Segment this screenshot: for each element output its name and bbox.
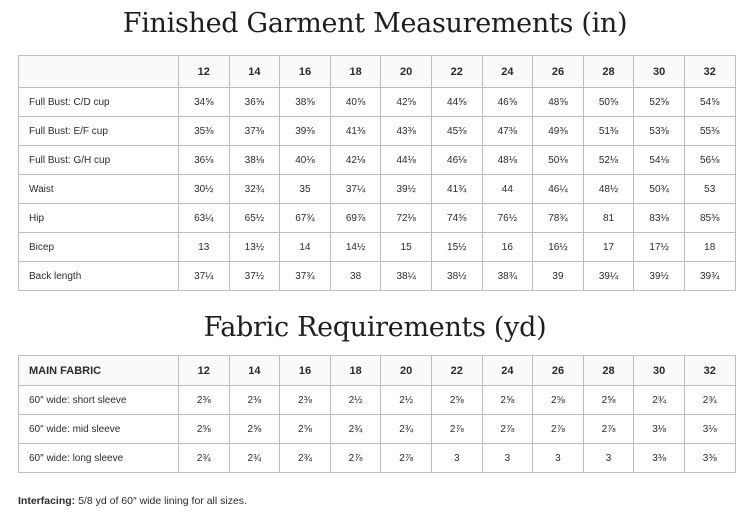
measurements-cell: 39¾ xyxy=(684,262,735,291)
measurements-cell: 17½ xyxy=(634,233,685,262)
fabric-row xyxy=(19,444,736,473)
fabric-size-header: 16 xyxy=(280,356,331,386)
measurements-cell: 46⅛ xyxy=(431,146,482,175)
fabric-header-label: MAIN FABRIC xyxy=(19,356,179,386)
measurements-cell: 69⅞ xyxy=(330,204,381,233)
measurements-row-label: Full Bust: E/F cup xyxy=(19,117,179,146)
measurements-row-label: Full Bust: C/D cup xyxy=(19,88,179,117)
measurements-cell: 52⅛ xyxy=(583,146,634,175)
fabric-cell: 2⅞ xyxy=(431,415,482,444)
measurements-cell: 18 xyxy=(684,233,735,262)
fabric-cell: 3 xyxy=(482,444,533,473)
measurements-cell: 38⅛ xyxy=(229,146,280,175)
interfacing-note xyxy=(18,495,247,507)
measurements-cell: 78¾ xyxy=(533,204,584,233)
measurements-cell: 44 xyxy=(482,175,533,204)
measurements-size-header: 24 xyxy=(482,56,533,88)
fabric-cell: 2⅞ xyxy=(482,415,533,444)
measurements-cell: 37½ xyxy=(229,262,280,291)
measurements-cell: 81 xyxy=(583,204,634,233)
fabric-cell: 2¾ xyxy=(229,444,280,473)
measurements-cell: 50¾ xyxy=(634,175,685,204)
measurements-cell: 37¼ xyxy=(179,262,230,291)
measurements-cell: 15 xyxy=(381,233,432,262)
interfacing-label: Interfacing: xyxy=(18,495,76,507)
fabric-row-label: 60″ wide: short sleeve xyxy=(19,386,179,415)
measurements-cell: 74⅜ xyxy=(431,204,482,233)
measurements-cell: 32¾ xyxy=(229,175,280,204)
measurements-row-label: Back length xyxy=(19,262,179,291)
fabric-cell: 2⅝ xyxy=(583,386,634,415)
fabric-cell: 2⅞ xyxy=(381,444,432,473)
fabric-cell: 2¾ xyxy=(381,415,432,444)
fabric-cell: 3⅛ xyxy=(634,415,685,444)
measurements-cell: 38 xyxy=(330,262,381,291)
measurements-size-header: 16 xyxy=(280,56,331,88)
measurements-cell: 49⅜ xyxy=(533,117,584,146)
measurements-size-header: 28 xyxy=(583,56,634,88)
measurements-cell: 34⅝ xyxy=(179,88,230,117)
measurements-size-header: 32 xyxy=(684,56,735,88)
fabric-size-header: 18 xyxy=(330,356,381,386)
measurements-cell: 53 xyxy=(684,175,735,204)
measurements-cell: 42⅝ xyxy=(381,88,432,117)
fabric-title: Fabric Requirements (yd) xyxy=(203,312,547,343)
fabric-cell: 2¾ xyxy=(179,444,230,473)
fabric-cell: 2⅞ xyxy=(583,415,634,444)
measurements-cell: 38⅝ xyxy=(280,88,331,117)
fabric-cell: 3⅜ xyxy=(684,444,735,473)
fabric-row-label: 60″ wide: mid sleeve xyxy=(19,415,179,444)
fabric-size-header: 22 xyxy=(431,356,482,386)
measurements-cell: 39½ xyxy=(381,175,432,204)
fabric-cell: 3⅜ xyxy=(634,444,685,473)
measurements-row-label: Hip xyxy=(19,204,179,233)
measurements-cell: 39½ xyxy=(634,262,685,291)
fabric-row-label: 60″ wide: long sleeve xyxy=(19,444,179,473)
measurements-cell: 44⅛ xyxy=(381,146,432,175)
fabric-cell: 2⅝ xyxy=(482,386,533,415)
measurements-row xyxy=(19,146,736,175)
fabric-cell: 3 xyxy=(583,444,634,473)
measurements-size-header: 14 xyxy=(229,56,280,88)
measurements-cell: 35⅜ xyxy=(179,117,230,146)
measurements-cell: 48⅛ xyxy=(482,146,533,175)
measurements-row-label: Bicep xyxy=(19,233,179,262)
fabric-cell: 3 xyxy=(431,444,482,473)
measurements-size-header: 26 xyxy=(533,56,584,88)
fabric-row xyxy=(19,415,736,444)
measurements-cell: 50⅛ xyxy=(533,146,584,175)
measurements-cell: 38¾ xyxy=(482,262,533,291)
fabric-cell: 2½ xyxy=(381,386,432,415)
measurements-corner-cell xyxy=(19,56,179,88)
fabric-header-row xyxy=(19,356,736,386)
measurements-cell: 13 xyxy=(179,233,230,262)
measurements-row xyxy=(19,262,736,291)
measurements-cell: 13½ xyxy=(229,233,280,262)
fabric-cell: 2¾ xyxy=(280,444,331,473)
measurements-size-header: 22 xyxy=(431,56,482,88)
measurements-cell: 37¾ xyxy=(280,262,331,291)
fabric-cell: 2½ xyxy=(330,386,381,415)
fabric-cell: 2⅝ xyxy=(431,386,482,415)
fabric-cell: 2¾ xyxy=(634,386,685,415)
measurements-cell: 41¾ xyxy=(431,175,482,204)
measurements-title: Finished Garment Measurements (in) xyxy=(122,8,628,39)
fabric-table xyxy=(18,355,736,473)
measurements-cell: 48⅝ xyxy=(533,88,584,117)
measurements-cell: 46¼ xyxy=(533,175,584,204)
fabric-cell: 2⅜ xyxy=(280,386,331,415)
measurements-table xyxy=(18,55,736,291)
measurements-cell: 54⅛ xyxy=(634,146,685,175)
measurements-cell: 37⅜ xyxy=(229,117,280,146)
measurements-row xyxy=(19,88,736,117)
measurements-cell: 63¼ xyxy=(179,204,230,233)
measurements-header-row xyxy=(19,56,736,88)
fabric-cell: 2¾ xyxy=(684,386,735,415)
measurements-cell: 47⅜ xyxy=(482,117,533,146)
measurements-row xyxy=(19,233,736,262)
measurements-cell: 17 xyxy=(583,233,634,262)
fabric-size-header: 26 xyxy=(533,356,584,386)
measurements-cell: 16½ xyxy=(533,233,584,262)
measurements-row xyxy=(19,204,736,233)
measurements-cell: 14 xyxy=(280,233,331,262)
measurements-size-header: 30 xyxy=(634,56,685,88)
measurements-cell: 35 xyxy=(280,175,331,204)
fabric-cell: 2⅞ xyxy=(330,444,381,473)
fabric-cell: 2⅝ xyxy=(229,415,280,444)
measurements-cell: 51⅜ xyxy=(583,117,634,146)
measurements-size-header: 20 xyxy=(381,56,432,88)
measurements-cell: 48½ xyxy=(583,175,634,204)
measurements-cell: 54⅝ xyxy=(684,88,735,117)
fabric-cell: 2⅜ xyxy=(229,386,280,415)
measurements-cell: 16 xyxy=(482,233,533,262)
measurements-cell: 15½ xyxy=(431,233,482,262)
measurements-cell: 36⅝ xyxy=(229,88,280,117)
fabric-size-header: 30 xyxy=(634,356,685,386)
measurements-cell: 37¼ xyxy=(330,175,381,204)
measurements-cell: 44⅝ xyxy=(431,88,482,117)
fabric-cell: 3⅛ xyxy=(684,415,735,444)
measurements-cell: 55⅜ xyxy=(684,117,735,146)
fabric-cell: 3 xyxy=(533,444,584,473)
measurements-cell: 76½ xyxy=(482,204,533,233)
measurements-cell: 53⅜ xyxy=(634,117,685,146)
fabric-cell: 2⅝ xyxy=(179,415,230,444)
measurements-size-header: 18 xyxy=(330,56,381,88)
measurements-cell: 39⅜ xyxy=(280,117,331,146)
fabric-size-header: 14 xyxy=(229,356,280,386)
measurements-cell: 43⅜ xyxy=(381,117,432,146)
measurements-cell: 38½ xyxy=(431,262,482,291)
measurements-cell: 72⅛ xyxy=(381,204,432,233)
fabric-row xyxy=(19,386,736,415)
measurements-cell: 40⅛ xyxy=(280,146,331,175)
measurements-cell: 42⅛ xyxy=(330,146,381,175)
measurements-cell: 50⅝ xyxy=(583,88,634,117)
measurements-cell: 36⅛ xyxy=(179,146,230,175)
fabric-cell: 2¾ xyxy=(330,415,381,444)
interfacing-text: 5/8 yd of 60″ wide lining for all sizes. xyxy=(75,495,247,507)
measurements-cell: 39 xyxy=(533,262,584,291)
fabric-size-header: 32 xyxy=(684,356,735,386)
measurements-cell: 67¾ xyxy=(280,204,331,233)
measurements-cell: 52⅝ xyxy=(634,88,685,117)
fabric-size-header: 28 xyxy=(583,356,634,386)
fabric-cell: 2⅜ xyxy=(179,386,230,415)
measurements-row-label: Full Bust: G/H cup xyxy=(19,146,179,175)
measurements-cell: 85⅜ xyxy=(684,204,735,233)
fabric-cell: 2⅝ xyxy=(533,386,584,415)
measurements-cell: 41⅜ xyxy=(330,117,381,146)
fabric-size-header: 12 xyxy=(179,356,230,386)
measurements-cell: 65½ xyxy=(229,204,280,233)
fabric-cell: 2⅝ xyxy=(280,415,331,444)
measurements-cell: 30½ xyxy=(179,175,230,204)
measurements-cell: 83⅛ xyxy=(634,204,685,233)
measurements-cell: 40⅝ xyxy=(330,88,381,117)
fabric-size-header: 24 xyxy=(482,356,533,386)
measurements-cell: 56⅛ xyxy=(684,146,735,175)
measurements-row xyxy=(19,175,736,204)
measurements-cell: 45⅜ xyxy=(431,117,482,146)
measurements-row-label: Waist xyxy=(19,175,179,204)
measurements-cell: 39¼ xyxy=(583,262,634,291)
measurements-cell: 46⅝ xyxy=(482,88,533,117)
measurements-cell: 38¼ xyxy=(381,262,432,291)
measurements-cell: 14½ xyxy=(330,233,381,262)
measurements-size-header: 12 xyxy=(179,56,230,88)
fabric-cell: 2⅞ xyxy=(533,415,584,444)
fabric-size-header: 20 xyxy=(381,356,432,386)
measurements-row xyxy=(19,117,736,146)
